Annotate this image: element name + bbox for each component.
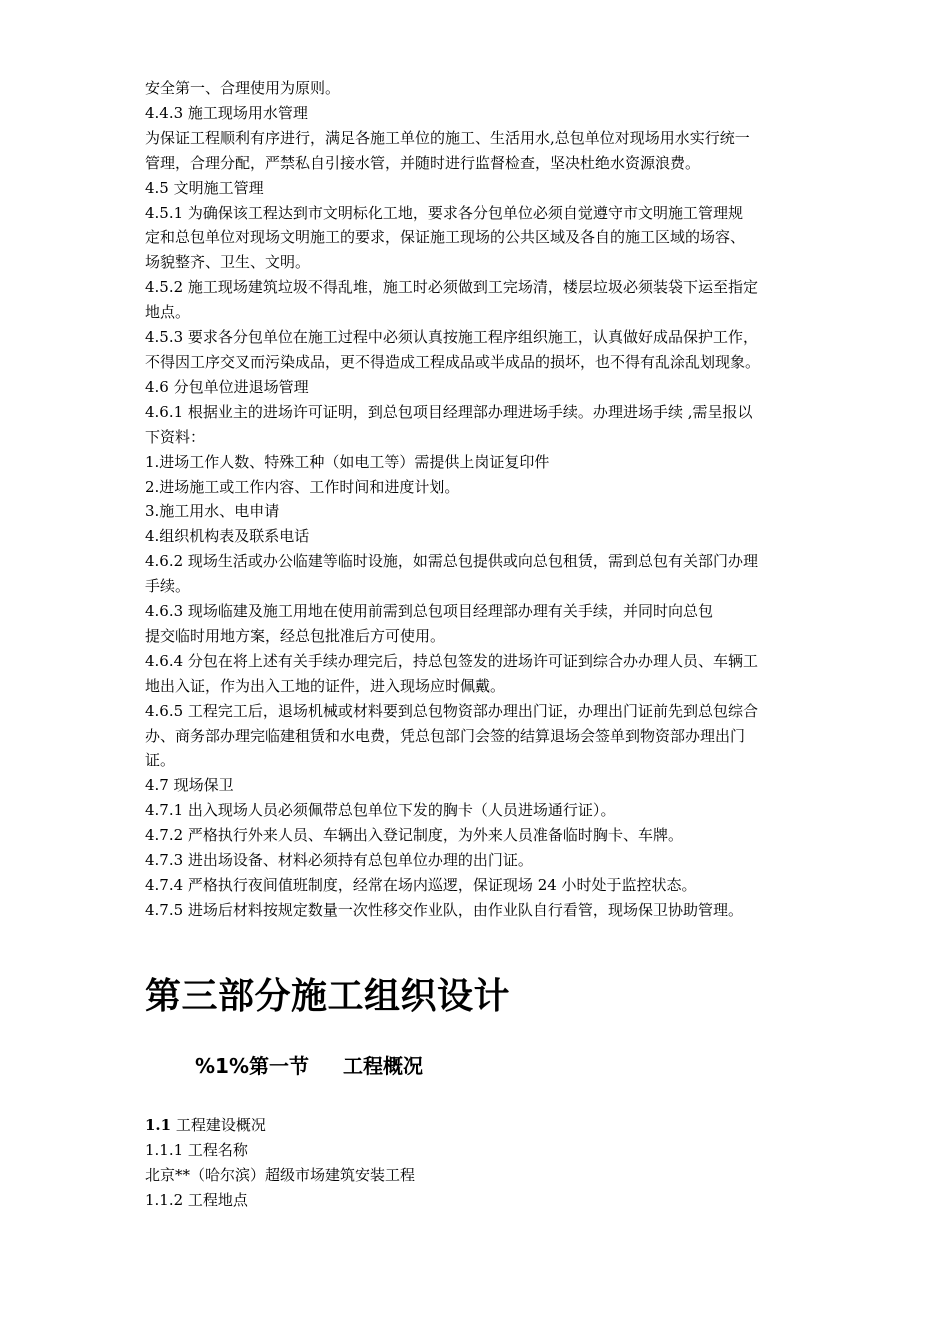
text-line: 北京**（哈尔滨）超级市场建筑安装工程 xyxy=(145,1165,416,1184)
text-line: 4.7.5 进场后材料按规定数量一次性移交作业队，由作业队自行看管，现场保卫协助管理。 xyxy=(145,900,743,919)
part-title: 第三部分施工组织设计 xyxy=(145,976,511,1017)
section-heading: 4.6 分包单位进退场管理 xyxy=(145,377,309,396)
overview-heading-text: 工程建设概况 xyxy=(171,1116,266,1134)
text-line: 证。 xyxy=(145,751,176,770)
text-line: 管理，合理分配，严禁私自引接水管，并随时进行监督检查，坚决杜绝水资源浪费。 xyxy=(145,153,701,172)
text-line: 定和总包单位对现场文明施工的要求，保证施工现场的公共区域及各自的施工区域的场容、 xyxy=(145,228,746,247)
list-item: 3.施工用水、电申请 xyxy=(145,502,280,521)
overview-heading xyxy=(145,1113,825,1138)
section-heading: 4.7 现场保卫 xyxy=(145,776,234,795)
overview-block xyxy=(145,1113,825,1213)
text-line: 1.1.2 工程地点 xyxy=(145,1190,248,1209)
text-line: 地出入证，作为出入工地的证件，进入现场应时佩戴。 xyxy=(145,676,506,695)
text-line: 场貌整齐、卫生、文明。 xyxy=(145,253,311,272)
text-line: 地点。 xyxy=(145,303,191,322)
text-line: 手续。 xyxy=(145,577,191,596)
text-line: 4.7.3 进出场设备、材料必须持有总包单位办理的出门证。 xyxy=(145,851,533,870)
list-item: 2.进场施工或工作内容、工作时间和进度计划。 xyxy=(145,477,460,496)
text-line: 4.6.2 现场生活或办公临建等临时设施，如需总包提供或向总包租赁，需到总包有关部门办理 xyxy=(145,552,758,571)
body-text xyxy=(145,76,825,923)
text-line: 4.6.4 分包在将上述有关手续办理完后，持总包签发的进场许可证到综合办办理人员、车辆工 xyxy=(145,651,758,670)
list-item: 4.组织机构表及联系电话 xyxy=(145,527,310,546)
text-line: 不得因工序交叉而污染成品，更不得造成工程成品或半成品的损坏，也不得有乱涂乱划现象。 xyxy=(145,352,761,371)
text-line: 1.1.1 工程名称 xyxy=(145,1140,248,1159)
text-line: 4.7.4 严格执行夜间值班制度，经常在场内巡逻，保证现场 24 小时处于监控状态。 xyxy=(145,876,697,894)
text-line: 4.5.3 要求各分包单位在施工过程中必须认真按施工程序组织施工，认真做好成品保护工作， xyxy=(145,328,758,347)
section-heading: 4.5 文明施工管理 xyxy=(145,178,264,197)
text-line: 4.5.1 为确保该工程达到市文明标化工地，要求各分包单位必须自觉遵守市文明施工管理规 xyxy=(145,203,743,222)
section-number: %1%第一节 xyxy=(195,1054,309,1078)
text-line: 4.6.5 工程完工后，退场机械或材料要到总包物资部办理出门证，办理出门证前先到总包综合 xyxy=(145,701,758,720)
text-line: 提交临时用地方案，经总包批准后方可使用。 xyxy=(145,626,446,645)
text-line: 为保证工程顺利有序进行，满足各施工单位的施工、生活用水,总包单位对现场用水实行统一 xyxy=(145,128,750,147)
text-line: 4.6.1 根据业主的进场许可证明，到总包项目经理部办理进场手续。办理进场手续 ,需呈报以 xyxy=(145,402,753,421)
text-line: 办、商务部办理完临建租赁和水电费，凭总包部门会签的结算退场会签单到物资部办理出门 xyxy=(145,726,746,745)
subsection-heading: 4.4.3 施工现场用水管理 xyxy=(145,103,308,122)
section-title-text: 工程概况 xyxy=(343,1054,423,1078)
text-line: 下资料： xyxy=(145,427,206,446)
text-line: 4.7.2 严格执行外来人员、车辆出入登记制度，为外来人员准备临时胸卡、车牌。 xyxy=(145,826,683,845)
list-item: 1.进场工作人数、特殊工种（如电工等）需提供上岗证复印件 xyxy=(145,452,550,471)
text-line: 4.7.1 出入现场人员必须佩带总包单位下发的胸卡（人员进场通行证）。 xyxy=(145,801,616,820)
section-title xyxy=(195,1051,423,1081)
text-line: 4.6.3 现场临建及施工用地在使用前需到总包项目经理部办理有关手续，并同时向总包 xyxy=(145,602,713,621)
text-line: 安全第一、合理使用为原则。 xyxy=(145,79,341,97)
overview-heading-number: 1.1 xyxy=(145,1116,172,1134)
text-line: 4.5.2 施工现场建筑垃圾不得乱堆，施工时必须做到工完场清，楼层垃圾必须装袋下运至指定 xyxy=(145,278,758,297)
